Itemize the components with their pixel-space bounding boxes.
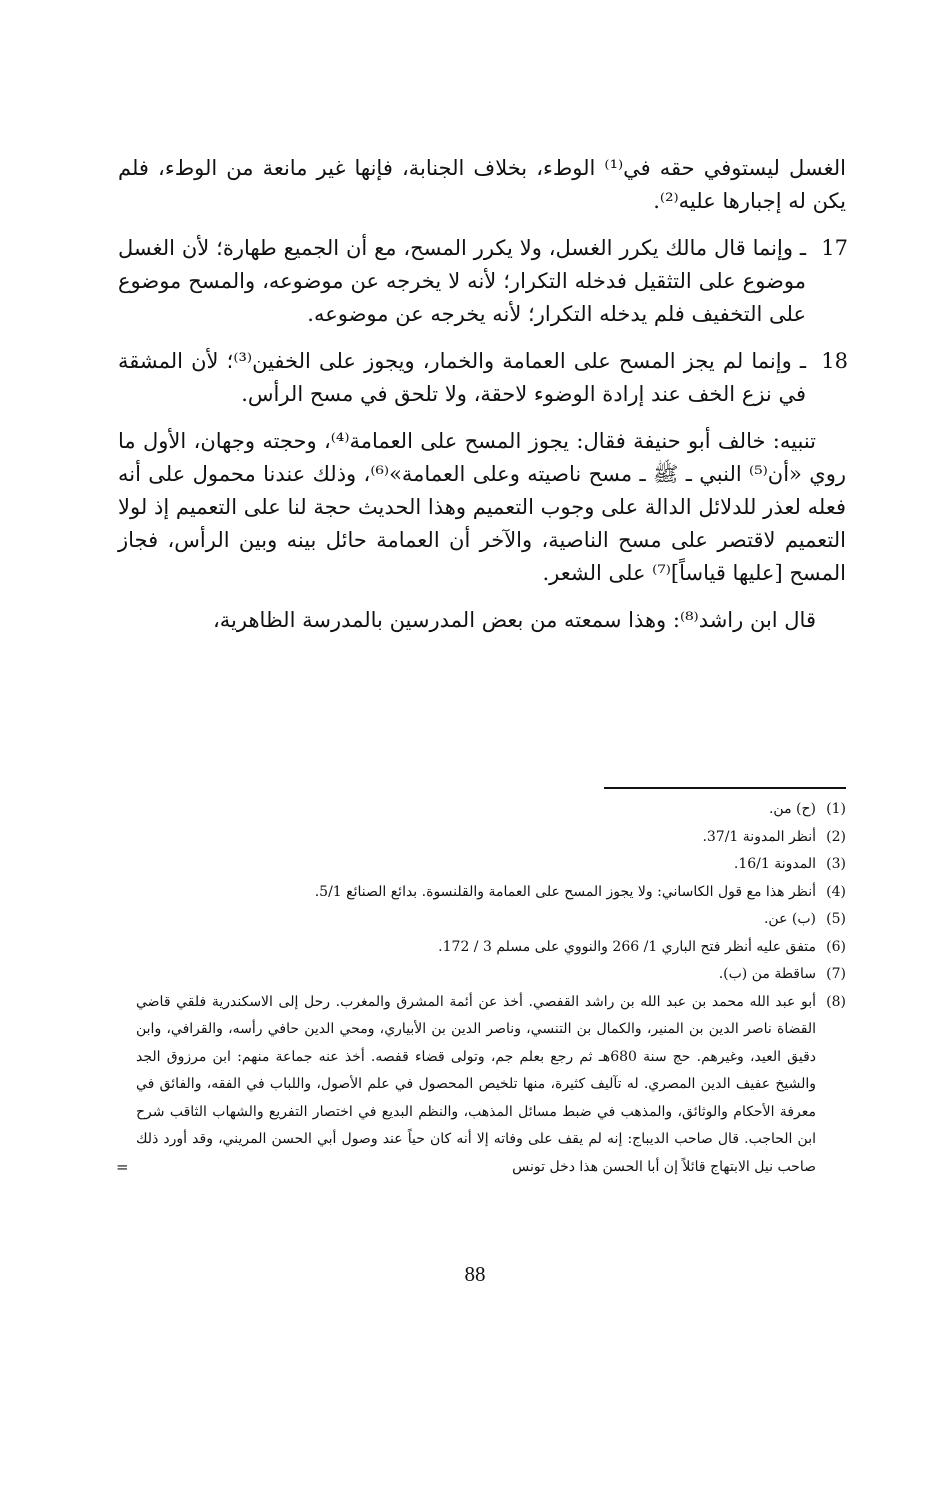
footnote-number: (3) xyxy=(826,856,846,872)
continuation-mark: = xyxy=(116,1157,129,1176)
footnote-text: أنظر هذا مع قول الكاساني: ولا يجوز المسح على العمامة والقلنسوة. بدائع الصنائع 5/1. xyxy=(314,883,816,900)
footnotes xyxy=(118,796,846,1181)
paragraph-ibn-rashid: قال ابن راشد⁽⁸⁾: وهذا سمعته من بعض المدرسين بالمدرسة الظاهرية، xyxy=(213,608,816,632)
main-text xyxy=(118,152,846,651)
paragraph-number: 18 xyxy=(821,349,848,373)
paragraph-number: 17 xyxy=(821,236,848,260)
footnote xyxy=(118,824,846,852)
footnote-biography xyxy=(118,989,846,1182)
footnote xyxy=(118,934,846,962)
footnote-text: (ب) عن. xyxy=(763,911,816,927)
paragraph-continued: الغسل ليستوفي حقه في⁽¹⁾ الوطء، بخلاف الجنابة، فإنها غير مانعة من الوطء، فلم يكن له إجبارها عليه⁽²⁾. xyxy=(118,156,846,213)
footnote xyxy=(118,879,846,907)
page-number: 88 xyxy=(464,1262,486,1286)
footnote-separator xyxy=(604,787,846,789)
footnote-number: (8) xyxy=(826,993,846,1010)
footnote-text: ساقطة من (ب). xyxy=(718,966,816,982)
footnote xyxy=(118,796,846,824)
paragraph-text: ـ وإنما لم يجز المسح على العمامة والخمار، ويجوز على الخفين⁽³⁾؛ لأن المشقة في نزع الخف عند إرادة الوضوء لاحقة، ولا تلحق في مسح الرأس. xyxy=(118,349,807,406)
footnote-text: متفق عليه أنظر فتح الباري 1/ 266 والنووي على مسلم 3 / 172. xyxy=(438,938,816,955)
paragraph-text: ـ وإنما قال مالك يكرر الغسل، ولا يكرر المسح، مع أن الجميع طهارة؛ لأن الغسل موضوع على التثقيل فدخله التكرار؛ لأنه لا يخرجه عن موضوعه، والمسح موضوع على التخفيف فلم يدخله التكرار؛ لأنه يخرجه عن موضوعه. xyxy=(118,236,806,326)
footnote xyxy=(118,906,846,934)
footnote-number: (5) xyxy=(826,911,846,927)
paragraph-17 xyxy=(118,232,846,331)
paragraph-note: تنبيه: خالف أبو حنيفة فقال: يجوز المسح على العمامة⁽⁴⁾، وحجته وجهان، الأول ما روي «أن⁽⁵⁾ النبي ـ ﷺ ـ مسح ناصيته وعلى العمامة»⁽⁶⁾، وذلك عندنا محمول على أنه فعله لعذر للدلائل الدالة على وجوب التعميم وهذا الحديث حجة لنا على التعميم إذ لولا التعميم لاقتصر على مسح الناصية، والآخر أن العمامة حائل بينه وبين الرأس، فجاز المسح [عليها قياساً]⁽⁷⁾ على الشعر. xyxy=(118,429,846,585)
footnote-text: المدونة 16/1. xyxy=(733,856,816,872)
footnote-number: (7) xyxy=(826,966,846,982)
paragraph-18 xyxy=(118,345,846,411)
footnote-text: أبو عبد الله محمد بن عبد الله بن راشد القفصي. أخذ عن أئمة المشرق والمغرب. رحل إلى الاسكندرية فلقي قاضي القضاة ناصر الدين بن المنير، والكمال بن التنسي، وناصر الدين بن الأبياري، ومحي الدين حافي رأسه، والقرافي، وابن دقيق العيد، وغيرهم. حج سنة 680هـ ثم رجع بعلم جم، وتولى قضاء قفصه. أخذ عنه جماعة منهم: ابن مرزوق الجد والشيخ عفيف الدين المصري. له تآليف كثيرة، منها تلخيص المحصول في علم الأصول، واللباب في الفقه، والفائق في معرفة الأحكام والوثائق، والمذهب في ضبط مسائل المذهب، والنظم البديع في اختصار التفريع والشهاب الثاقب شرح ابن الحاجب. قال صاحب الديباج: إنه لم يقف على وفاته إلا أنه كان حياً عند وصول أبي الحسن المريني، وقد أورد ذلك صاحب نيل الابتهاج قائلاً إن أبا الحسن هذا دخل تونس xyxy=(136,993,817,1175)
footnote xyxy=(118,851,846,879)
footnote xyxy=(118,961,846,989)
footnote-number: (2) xyxy=(826,828,846,845)
footnote-number: (1) xyxy=(826,801,846,817)
footnote-number: (4) xyxy=(826,883,846,900)
footnote-text: (ح) من. xyxy=(768,801,816,817)
footnote-number: (6) xyxy=(826,938,846,955)
footnote-text: أنظر المدونة 37/1. xyxy=(702,828,816,845)
